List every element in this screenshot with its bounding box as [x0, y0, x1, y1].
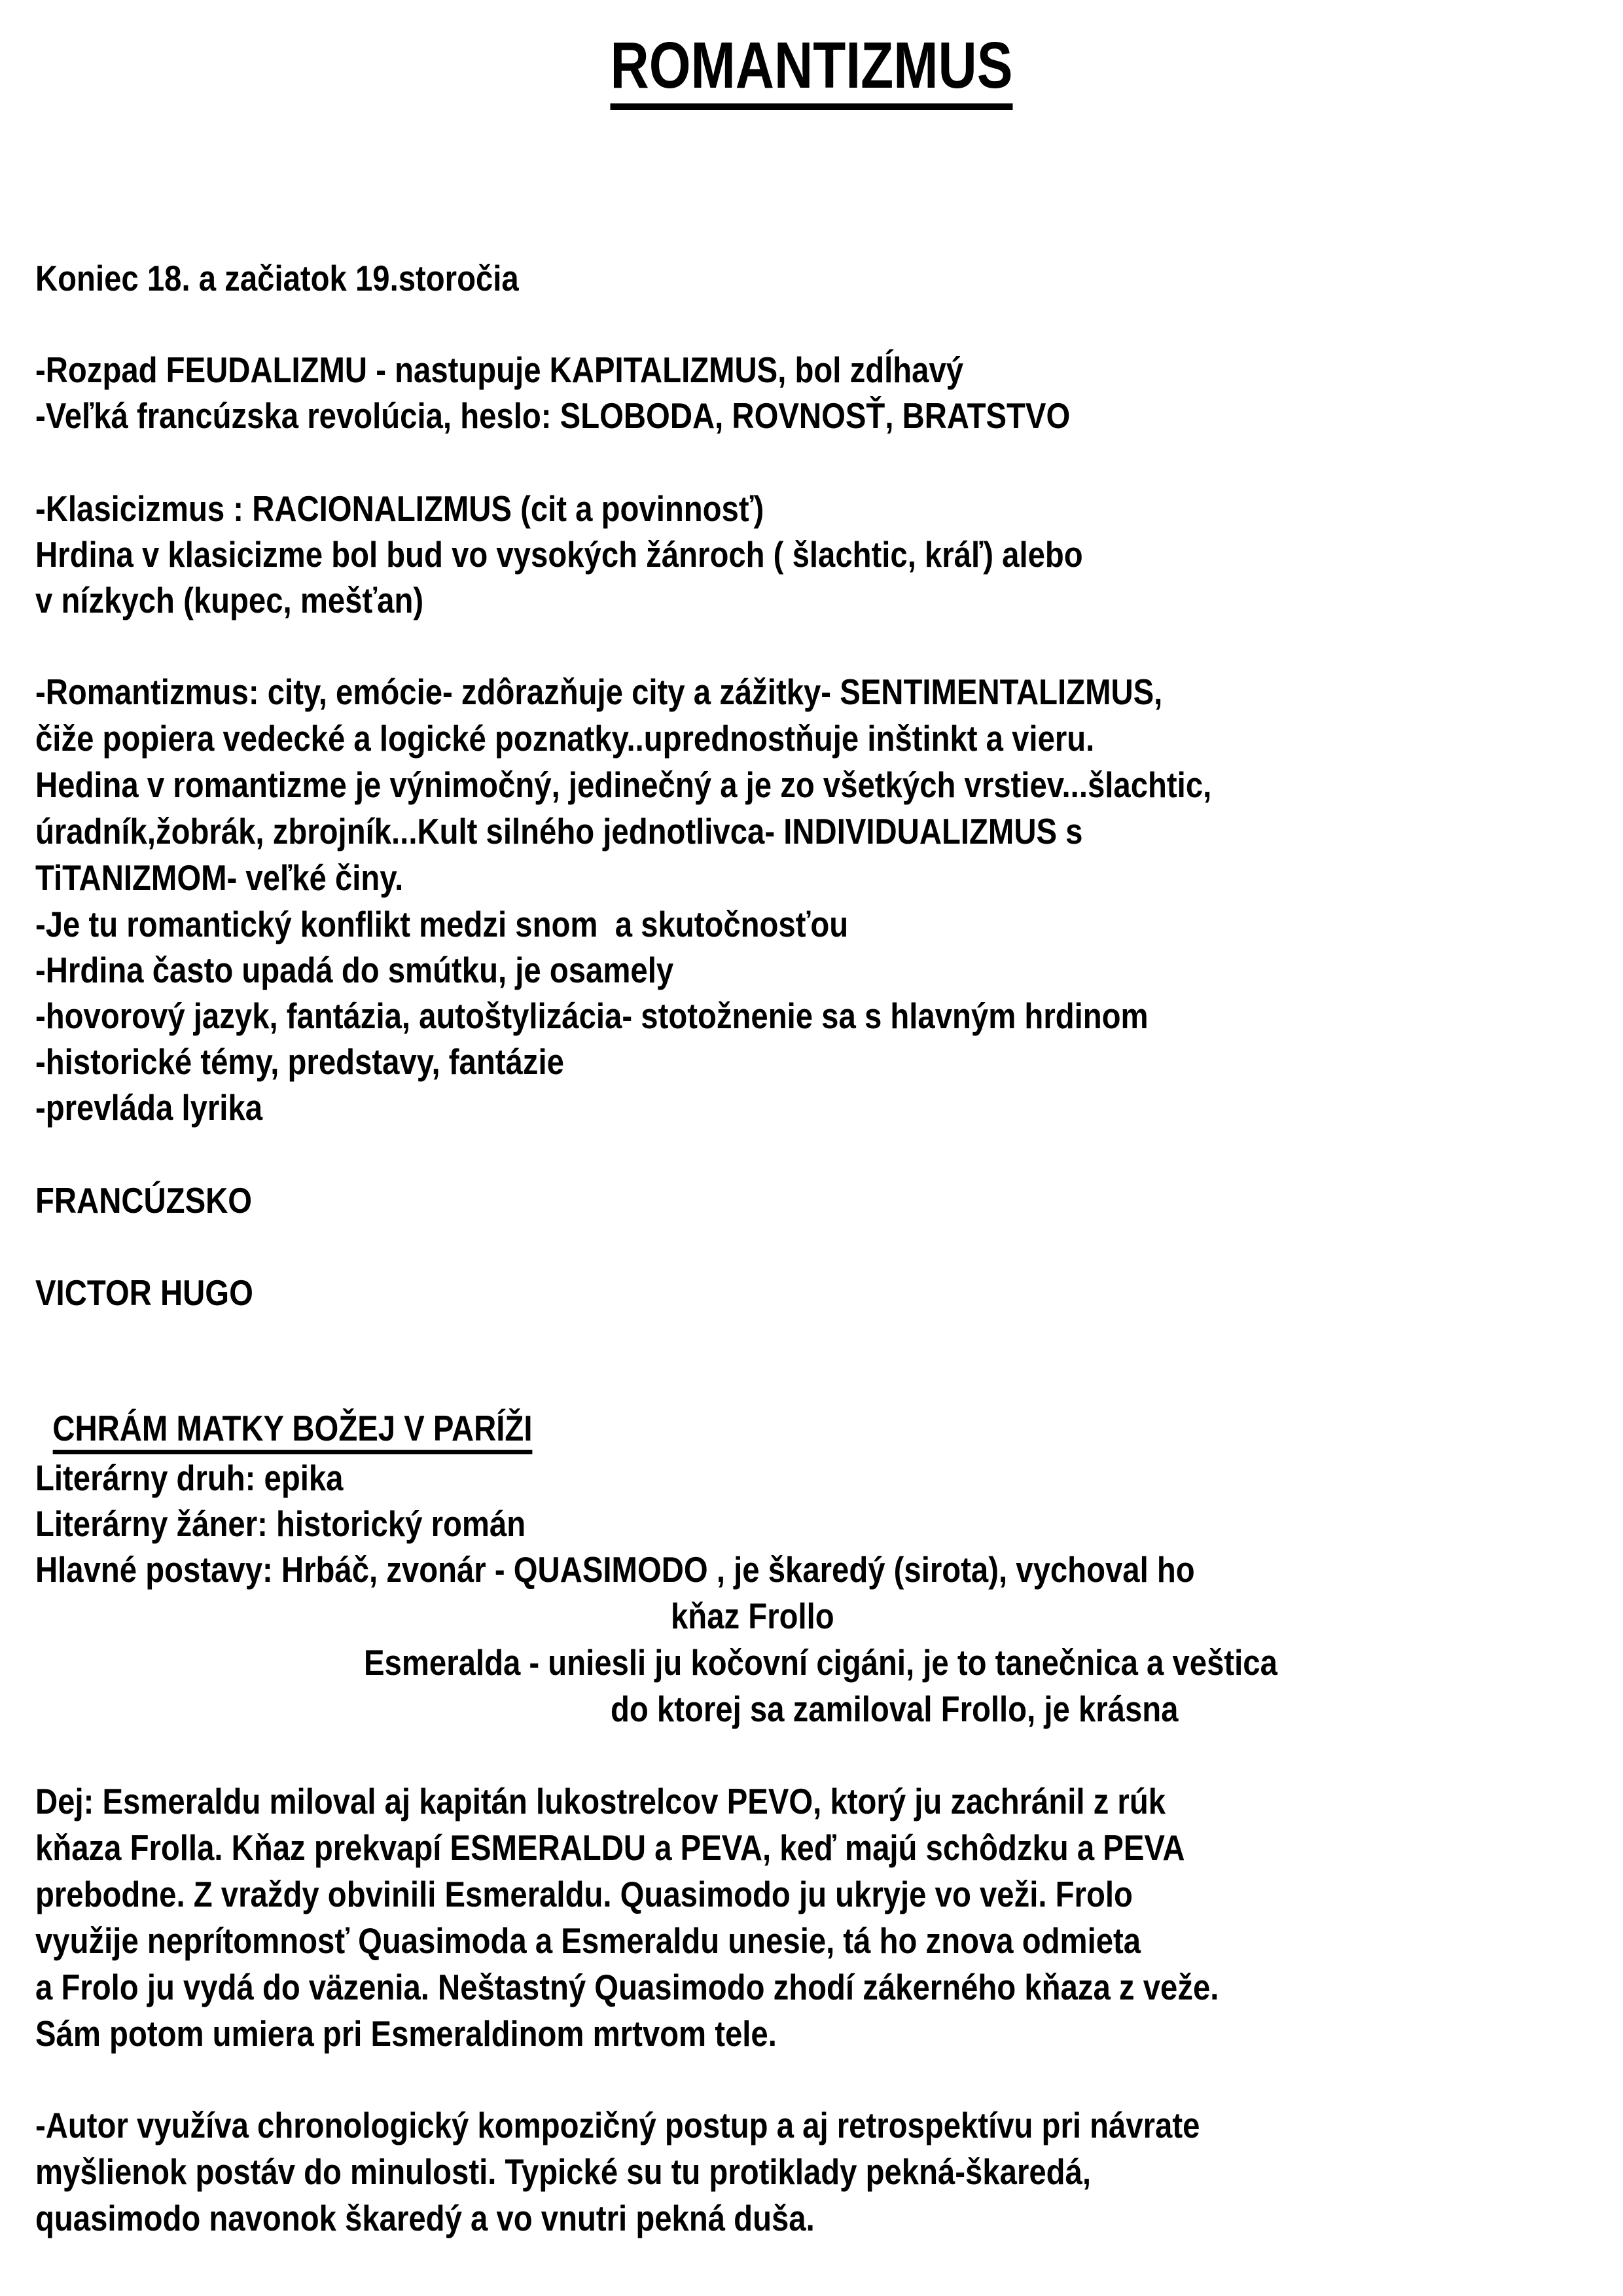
romanticism-line: -Romantizmus: city, emócie- zdôrazňuje city a zážitky- SENTIMENTALIZMUS, — [35, 672, 1163, 712]
composition-line: myšlienok postáv do minulosti. Typické su tu protiklady pekná-škaredá, — [35, 2151, 1092, 2192]
work-title — [35, 1363, 532, 1450]
country-heading: FRANCÚZSKO — [35, 1180, 253, 1221]
author-heading: VICTOR HUGO — [35, 1272, 253, 1313]
romanticism-line: -hovorový jazyk, fantázia, autoštylizácia- stotožnenie sa s hlavným hrdinom — [35, 996, 1149, 1036]
plot-line: prebodne. Z vraždy obvinili Esmeraldu. Quasimodo ju ukryje vo veži. Frolo — [35, 1874, 1133, 1914]
plot-line: kňaza Frolla. Kňaz prekvapí ESMERALDU a PEVA, keď majú schôdzku a PEVA — [35, 1827, 1185, 1868]
genre-line: Literárny žáner: historický román — [35, 1503, 526, 1544]
plot-line: Dej: Esmeraldu miloval aj kapitán lukostrelcov PEVO, ktorý ju zachránil z rúk — [35, 1781, 1166, 1821]
romanticism-line: -historické témy, predstavy, fantázie — [35, 1041, 564, 1082]
genre-type-line: Literárny druh: epika — [35, 1458, 344, 1498]
composition-line: quasimodo navonok škaredý a vo vnutri pekná duša. — [35, 2198, 815, 2238]
characters-line: Esmeralda - uniesli ju kočovní cigáni, je to tanečnica a veštica — [364, 1642, 1277, 1683]
work-title-text: CHRÁM MATKY BOŽEJ V PARÍŽI — [52, 1408, 532, 1454]
romanticism-line: Hedina v romantizme je výnimočný, jedinečný a je zo všetkých vrstiev...šlachtic, — [35, 764, 1212, 805]
characters-line: kňaz Frollo — [671, 1596, 834, 1636]
characters-line: do ktorej sa zamiloval Frollo, je krásna — [611, 1689, 1179, 1729]
plot-line: využije neprítomnosť Quasimoda a Esmeraldu unesie, tá ho znova odmieta — [35, 1920, 1141, 1961]
romanticism-line: -Hrdina často upadá do smútku, je osamely — [35, 950, 674, 990]
period-line: Koniec 18. a začiatok 19.storočia — [35, 258, 519, 298]
classicism-line: v nízkych (kupec, mešťan) — [35, 580, 424, 620]
romanticism-line: úradník,žobrák, zbrojník...Kult silného jednotlivca- INDIVIDUALIZMUS s — [35, 811, 1083, 852]
romanticism-line: -prevláda lyrika — [35, 1087, 263, 1128]
romanticism-line: TiTANIZMOM- veľké činy. — [35, 857, 404, 898]
romanticism-line: čiže popiera vedecké a logické poznatky..uprednostňuje inštinkt a vieru. — [35, 718, 1095, 759]
context-line: -Rozpad FEUDALIZMU - nastupuje KAPITALIZMUS, bol zdĺhavý — [35, 350, 964, 390]
page-title — [0, 26, 1623, 110]
composition-line: -Autor využíva chronologický kompozičný postup a aj retrospektívu pri návrate — [35, 2105, 1200, 2145]
page-title-text: ROMANTIZMUS — [611, 30, 1013, 110]
context-line: -Veľká francúzska revolúcia, heslo: SLOBODA, ROVNOSŤ, BRATSTVO — [35, 395, 1071, 436]
characters-line: Hlavné postavy: Hrbáč, zvonár - QUASIMODO , je škaredý (sirota), vychoval ho — [35, 1549, 1195, 1590]
plot-line: Sám potom umiera pri Esmeraldinom mrtvom tele. — [35, 2013, 777, 2054]
classicism-line: -Klasicizmus : RACIONALIZMUS (cit a povinnosť) — [35, 488, 764, 529]
classicism-line: Hrdina v klasicizme bol bud vo vysokých žánroch ( šlachtic, kráľ) alebo — [35, 534, 1083, 575]
romanticism-line: -Je tu romantický konflikt medzi snom a skutočnosťou — [35, 904, 849, 944]
plot-line: a Frolo ju vydá do väzenia. Neštastný Quasimodo zhodí zákerného kňaza z veže. — [35, 1967, 1219, 2007]
